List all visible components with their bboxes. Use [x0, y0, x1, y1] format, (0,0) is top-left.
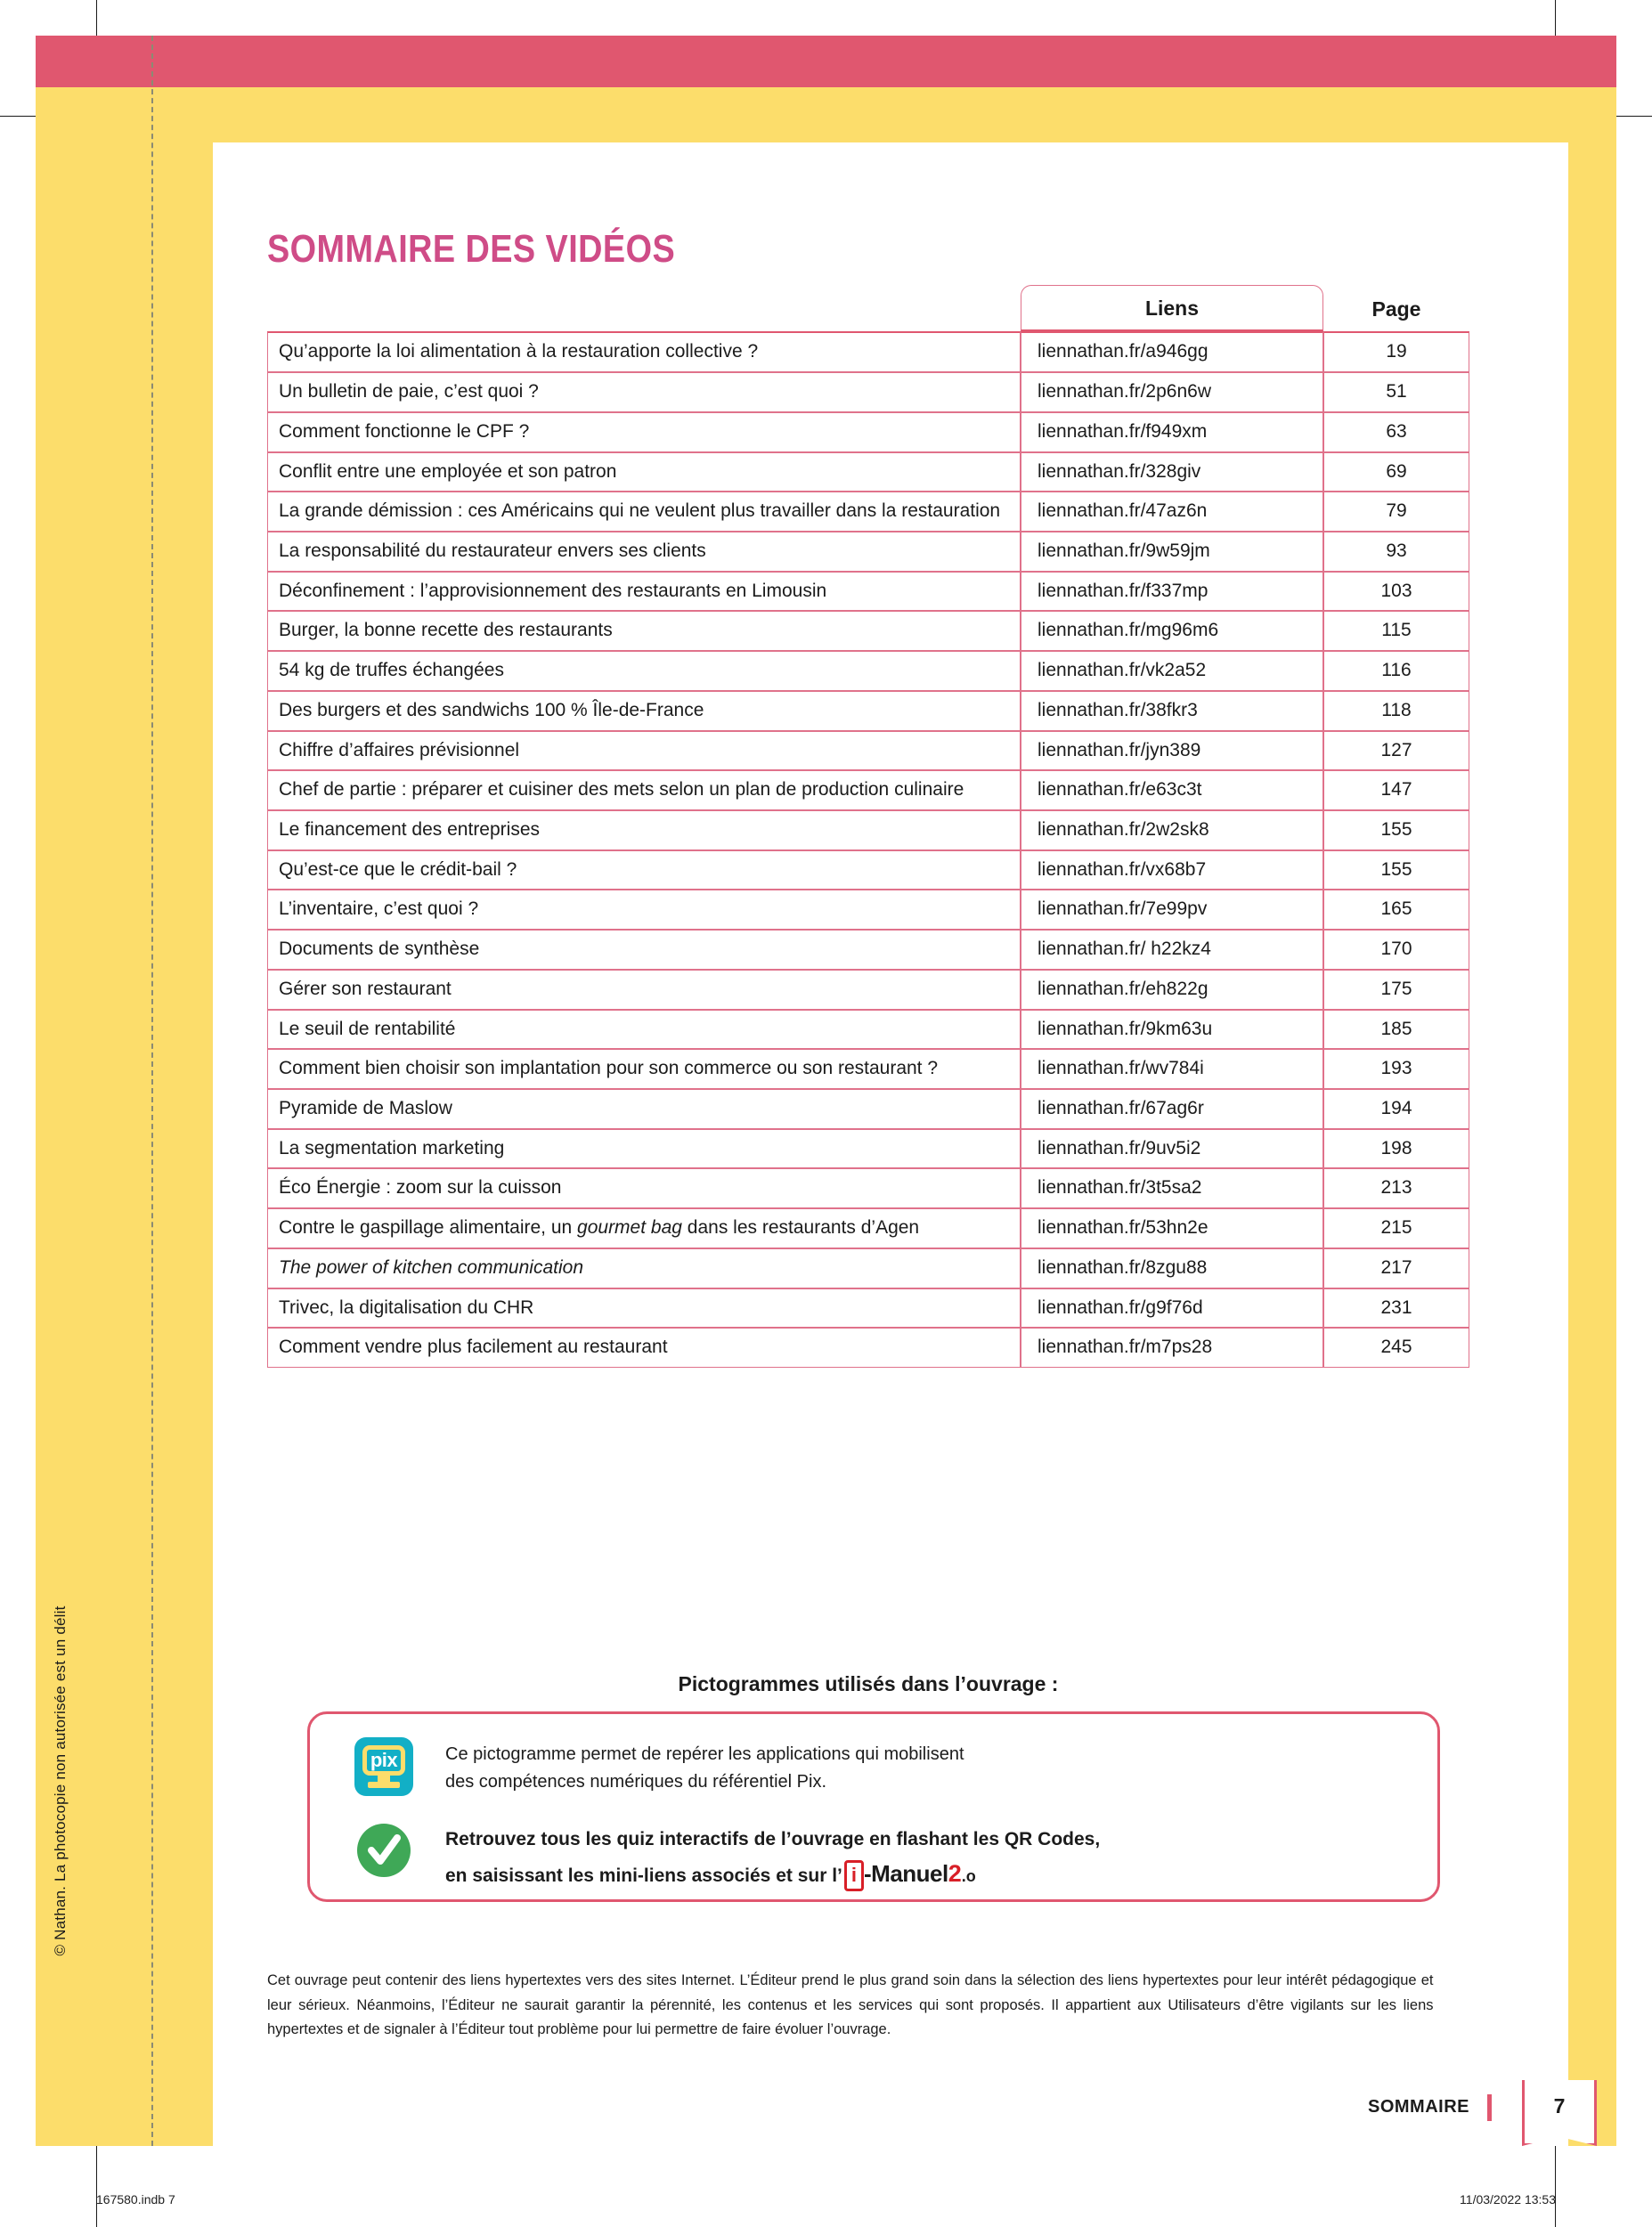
pictograms-box [307, 1711, 1440, 1902]
table-row [267, 1089, 1469, 1129]
table-row [267, 850, 1469, 890]
row-page: 198 [1323, 1129, 1469, 1169]
print-slug-right: 11/03/2022 13:53 [1460, 2192, 1556, 2207]
row-link[interactable]: liennathan.fr/67ag6r [1021, 1089, 1323, 1129]
row-page: 115 [1323, 611, 1469, 651]
row-page: 170 [1323, 930, 1469, 970]
table-row [267, 890, 1469, 930]
check-circle-icon [354, 1821, 413, 1880]
row-title: Comment bien choisir son implantation pour son commerce ou son restaurant ? [267, 1049, 1021, 1089]
video-summary-table [267, 285, 1469, 1368]
row-page: 194 [1323, 1089, 1469, 1129]
row-page: 215 [1323, 1208, 1469, 1248]
row-link[interactable]: liennathan.fr/g9f76d [1021, 1288, 1323, 1329]
copyright-notice: © Nathan. La photocopie non autorisée est un délit [52, 1605, 69, 1956]
quiz-pictogram-row [354, 1821, 1100, 1893]
footer-section-label: SOMMAIRE [1368, 2097, 1469, 2117]
row-page: 93 [1323, 532, 1469, 572]
pix-description-line1: Ce pictogramme permet de repérer les applications qui mobilisent [445, 1744, 964, 1764]
row-page: 193 [1323, 1049, 1469, 1089]
row-link[interactable]: liennathan.fr/7e99pv [1021, 890, 1323, 930]
header-title-spacer [267, 285, 1021, 331]
row-title: Qu’apporte la loi alimentation à la restauration collective ? [267, 331, 1021, 372]
pix-pictogram-row [354, 1737, 964, 1796]
row-page: 116 [1323, 651, 1469, 691]
table-row [267, 1328, 1469, 1368]
row-title: Pyramide de Maslow [267, 1089, 1021, 1129]
row-page: 175 [1323, 970, 1469, 1010]
row-link[interactable]: liennathan.fr/wv784i [1021, 1049, 1323, 1089]
table-row [267, 611, 1469, 651]
row-title-italic: The power of kitchen communication [279, 1256, 583, 1278]
row-link[interactable]: liennathan.fr/f949xm [1021, 412, 1323, 452]
row-link[interactable]: liennathan.fr/ h22kz4 [1021, 930, 1323, 970]
crop-mark-left-top [0, 116, 36, 117]
row-link[interactable]: liennathan.fr/9uv5i2 [1021, 1129, 1323, 1169]
row-link[interactable]: liennathan.fr/2p6n6w [1021, 372, 1323, 412]
header-liens: Liens [1021, 285, 1323, 331]
table-row [267, 331, 1469, 372]
table-row [267, 372, 1469, 412]
row-title: Conflit entre une employée et son patron [267, 452, 1021, 492]
row-title: 54 kg de truffes échangées [267, 651, 1021, 691]
table-row [267, 572, 1469, 612]
row-link[interactable]: liennathan.fr/jyn389 [1021, 731, 1323, 771]
row-title: Burger, la bonne recette des restaurants [267, 611, 1021, 651]
table-row [267, 1129, 1469, 1169]
quiz-description-line2: en saisissant les mini-liens associés et sur l’ [445, 1865, 842, 1886]
row-title: Contre le gaspillage alimentaire, un gourmet bag dans les restaurants d’Agen [267, 1208, 1021, 1248]
row-page: 127 [1323, 731, 1469, 771]
table-row [267, 1168, 1469, 1208]
row-link[interactable]: liennathan.fr/eh822g [1021, 970, 1323, 1010]
page-title: SOMMAIRE DES VIDÉOS [267, 227, 676, 271]
legal-notice: Cet ouvrage peut contenir des liens hypertextes vers des sites Internet. L’Éditeur prend le plus grand soin dans la sélection des liens hypertextes pour leur intérêt pédagogique et leur sérieux. Néanmoins, l’Éditeur ne saurait garantir la pérennité, les contenus et les services qui sont proposés. Il appartient aux Utilisateurs d’être vigilants sur les liens hypertextes et de signaler à l’Éditeur tout problème pour lui permettre de faire évoluer l’ouvrage. [267, 1971, 1434, 2038]
row-page: 69 [1323, 452, 1469, 492]
row-title: Gérer son restaurant [267, 970, 1021, 1010]
row-title: La responsabilité du restaurateur envers ses clients [267, 532, 1021, 572]
row-page: 155 [1323, 850, 1469, 890]
fold-dashed-rule [151, 36, 153, 2146]
table-row [267, 1248, 1469, 1288]
row-title: Un bulletin de paie, c’est quoi ? [267, 372, 1021, 412]
imanuel-logo-i: i [844, 1860, 864, 1891]
imanuel-logo-o: .o [961, 1866, 976, 1885]
table-row [267, 412, 1469, 452]
table-row [267, 1010, 1469, 1050]
pix-description [445, 1737, 964, 1796]
row-link[interactable]: liennathan.fr/47az6n [1021, 492, 1323, 532]
row-title: Le financement des entreprises [267, 810, 1021, 850]
table-row [267, 492, 1469, 532]
row-title: Documents de synthèse [267, 930, 1021, 970]
table-body [267, 331, 1469, 1368]
row-page: 231 [1323, 1288, 1469, 1329]
row-page: 147 [1323, 770, 1469, 810]
row-link[interactable]: liennathan.fr/9km63u [1021, 1010, 1323, 1050]
table-row [267, 731, 1469, 771]
row-title: Éco Énergie : zoom sur la cuisson [267, 1168, 1021, 1208]
imanuel-logo-manuel: -Manuel [864, 1859, 948, 1887]
table-row [267, 1288, 1469, 1329]
row-title-italic: gourmet bag [577, 1217, 682, 1239]
row-title [267, 1248, 1021, 1288]
row-link[interactable]: liennathan.fr/f337mp [1021, 572, 1323, 612]
header-page: Page [1371, 297, 1421, 321]
row-link[interactable]: liennathan.fr/vk2a52 [1021, 651, 1323, 691]
row-link[interactable]: liennathan.fr/3t5sa2 [1021, 1168, 1323, 1208]
row-link[interactable]: liennathan.fr/m7ps28 [1021, 1328, 1323, 1368]
table-row [267, 770, 1469, 810]
pix-monitor-base [368, 1782, 400, 1788]
row-link[interactable]: liennathan.fr/mg96m6 [1021, 611, 1323, 651]
row-link[interactable]: liennathan.fr/328giv [1021, 452, 1323, 492]
imanuel-logo [844, 1855, 976, 1893]
table-row [267, 651, 1469, 691]
row-title: La segmentation marketing [267, 1129, 1021, 1169]
row-link[interactable]: liennathan.fr/38fkr3 [1021, 691, 1323, 731]
footer-separator-bar [1487, 2094, 1492, 2121]
row-page: 165 [1323, 890, 1469, 930]
crop-mark-right-top [1616, 116, 1652, 117]
crop-mark-bottom-left [96, 2146, 97, 2227]
row-page: 217 [1323, 1248, 1469, 1288]
table-row [267, 1208, 1469, 1248]
pictograms-heading: Pictogrammes utilisés dans l’ouvrage : [678, 1672, 1059, 1695]
table-row [267, 970, 1469, 1010]
row-page: 19 [1323, 331, 1469, 372]
row-title: Chiffre d’affaires prévisionnel [267, 731, 1021, 771]
pix-description-line2: des compétences numériques du référentiel Pix. [445, 1772, 827, 1792]
row-page: 79 [1323, 492, 1469, 532]
row-page: 63 [1323, 412, 1469, 452]
row-title: Trivec, la digitalisation du CHR [267, 1288, 1021, 1329]
table-row [267, 452, 1469, 492]
page-number: 7 [1553, 2094, 1566, 2117]
row-page: 213 [1323, 1168, 1469, 1208]
row-page: 185 [1323, 1010, 1469, 1050]
row-title: Comment fonctionne le CPF ? [267, 412, 1021, 452]
quiz-description-line2-wrap [445, 1855, 1100, 1893]
row-title: Déconfinement : l’approvisionnement des restaurants en Limousin [267, 572, 1021, 612]
pix-icon-label: pix [370, 1749, 398, 1771]
crop-mark-bottom-right [1555, 2146, 1556, 2227]
row-link[interactable]: liennathan.fr/2w2sk8 [1021, 810, 1323, 850]
pix-icon [354, 1737, 413, 1796]
row-page: 118 [1323, 691, 1469, 731]
row-title: Qu’est-ce que le crédit-bail ? [267, 850, 1021, 890]
table-row [267, 810, 1469, 850]
table-row [267, 1049, 1469, 1089]
top-pink-band [36, 36, 1616, 87]
row-title: Comment vendre plus facilement au restaurant [267, 1328, 1021, 1368]
row-title: Le seuil de rentabilité [267, 1010, 1021, 1050]
table-row [267, 930, 1469, 970]
table-header-row [267, 285, 1469, 331]
print-slug-left: 167580.indb 7 [96, 2192, 175, 2207]
row-title: Des burgers et des sandwichs 100 % Île-de-France [267, 691, 1021, 731]
row-link[interactable]: liennathan.fr/53hn2e [1021, 1208, 1323, 1248]
row-link[interactable]: liennathan.fr/a946gg [1021, 331, 1323, 372]
row-link[interactable]: liennathan.fr/e63c3t [1021, 770, 1323, 810]
row-page: 103 [1323, 572, 1469, 612]
row-page: 51 [1323, 372, 1469, 412]
quiz-description-line1: Retrouvez tous les quiz interactifs de l’ouvrage en flashant les QR Codes, [445, 1829, 1101, 1849]
row-link[interactable]: liennathan.fr/8zgu88 [1021, 1248, 1323, 1288]
row-title: La grande démission : ces Américains qui ne veulent plus travailler dans la restauration [267, 492, 1021, 532]
row-title: Chef de partie : préparer et cuisiner des mets selon un plan de production culinaire [267, 770, 1021, 810]
row-title: L’inventaire, c’est quoi ? [267, 890, 1021, 930]
row-page: 245 [1323, 1328, 1469, 1368]
row-link[interactable]: liennathan.fr/vx68b7 [1021, 850, 1323, 890]
imanuel-logo-two: 2 [948, 1859, 962, 1887]
table-row [267, 691, 1469, 731]
row-link[interactable]: liennathan.fr/9w59jm [1021, 532, 1323, 572]
table-row [267, 532, 1469, 572]
row-page: 155 [1323, 810, 1469, 850]
quiz-description [445, 1821, 1100, 1893]
